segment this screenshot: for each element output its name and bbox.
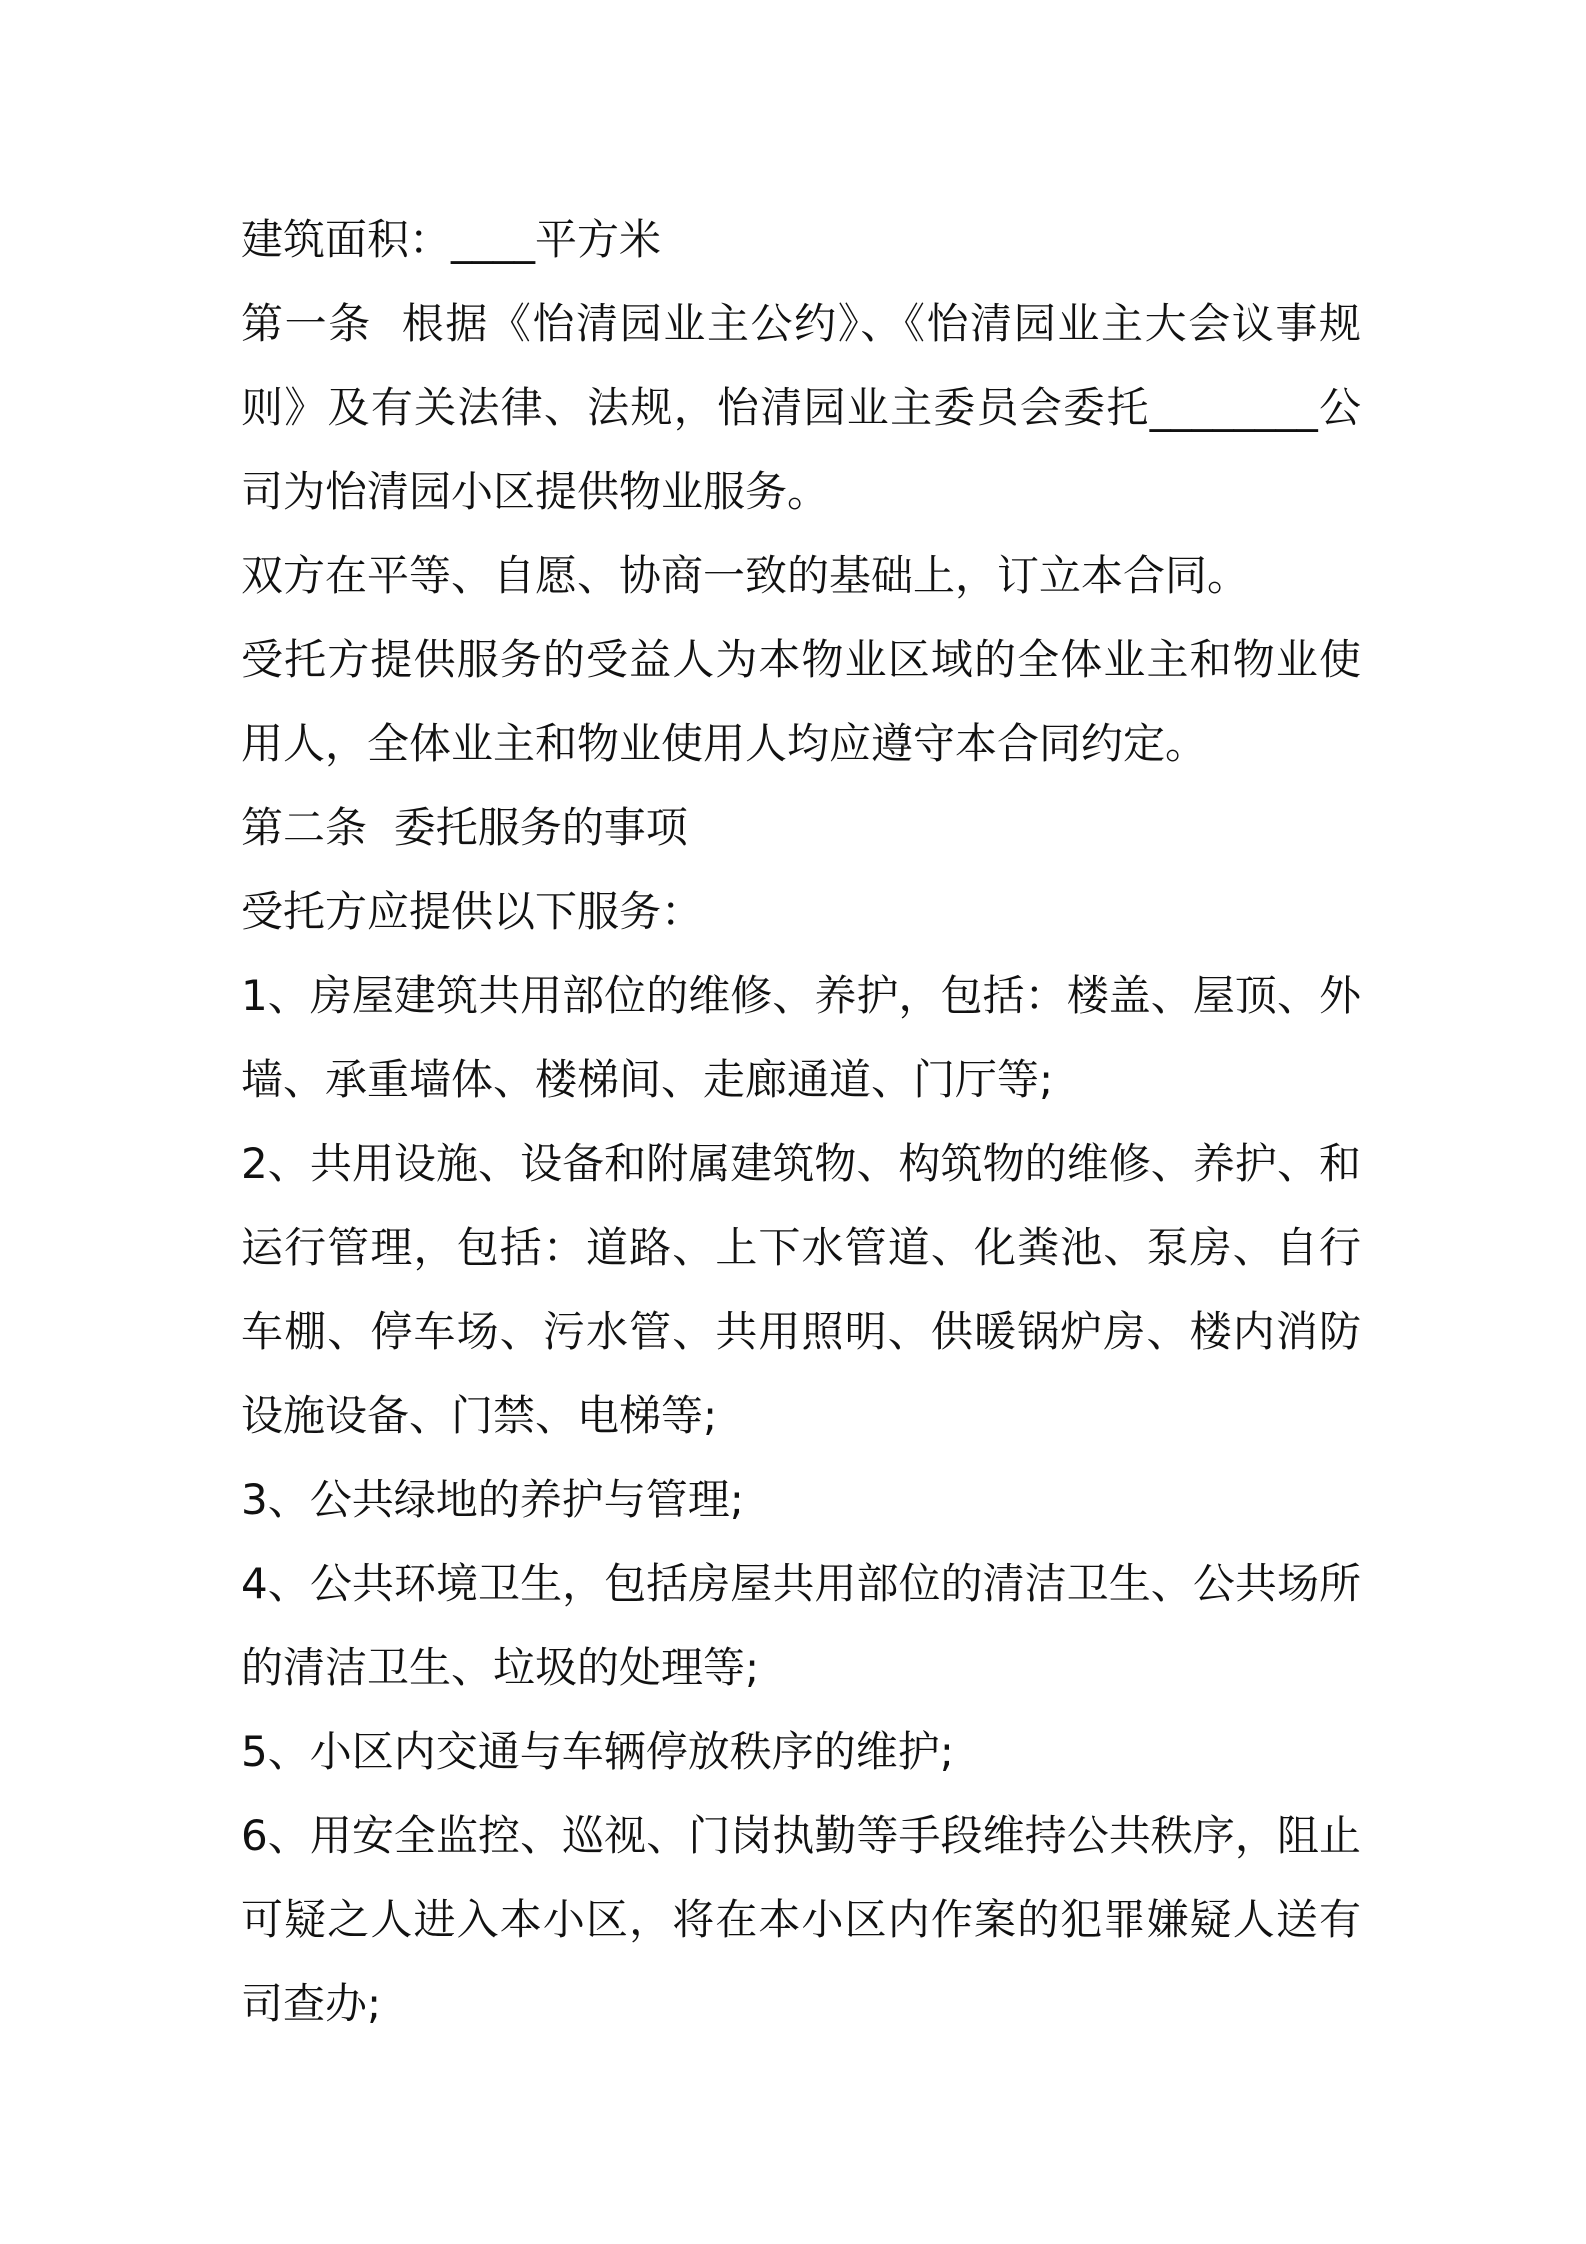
paragraph-beneficiaries: 受托方提供服务的受益人为本物业区域的全体业主和物业使用人，全体业主和物业使用人均应遵守本合同约定。 <box>241 635 1361 768</box>
document-body <box>241 198 1361 2046</box>
list-item-2: 2、共用设施、设备和附属建筑物、构筑物的维修、养护、和运行管理，包括：道路、上下水管道、化粪池、泵房、自行车棚、停车场、污水管、共用照明、供暖锅炉房、楼内消防设施设备、门禁、电梯等; <box>241 1139 1361 1440</box>
list-item-6: 6、用安全监控、巡视、门岗执勤等手段维持公共秩序，阻止可疑之人进入本小区，将在本小区内作案的犯罪嫌疑人送有司查办; <box>241 1811 1361 2028</box>
list-item-1: 1、房屋建筑共用部位的维修、养护，包括：楼盖、屋顶、外墙、承重墙体、楼梯间、走廊通道、门厅等; <box>241 971 1361 1104</box>
paragraph-services-intro: 受托方应提供以下服务： <box>241 887 704 936</box>
paragraph-article-1: 第一条 根据《怡清园业主公约》、《怡清园业主大会议事规则》及有关法律、法规，怡清园业主委员会委托________公司为怡清园小区提供物业服务。 <box>241 299 1361 516</box>
paragraph-equal-terms: 双方在平等、自愿、协商一致的基础上，订立本合同。 <box>241 551 1250 600</box>
list-item-3: 3、公共绿地的养护与管理; <box>241 1475 744 1524</box>
paragraph-building-area: 建筑面积：____平方米 <box>241 215 662 264</box>
paragraph-article-2-heading: 第二条 委托服务的事项 <box>241 803 688 852</box>
list-item-5: 5、小区内交通与车辆停放秩序的维护; <box>241 1727 954 1776</box>
list-item-4: 4、公共环境卫生，包括房屋共用部位的清洁卫生、公共场所的清洁卫生、垃圾的处理等; <box>241 1559 1361 1692</box>
